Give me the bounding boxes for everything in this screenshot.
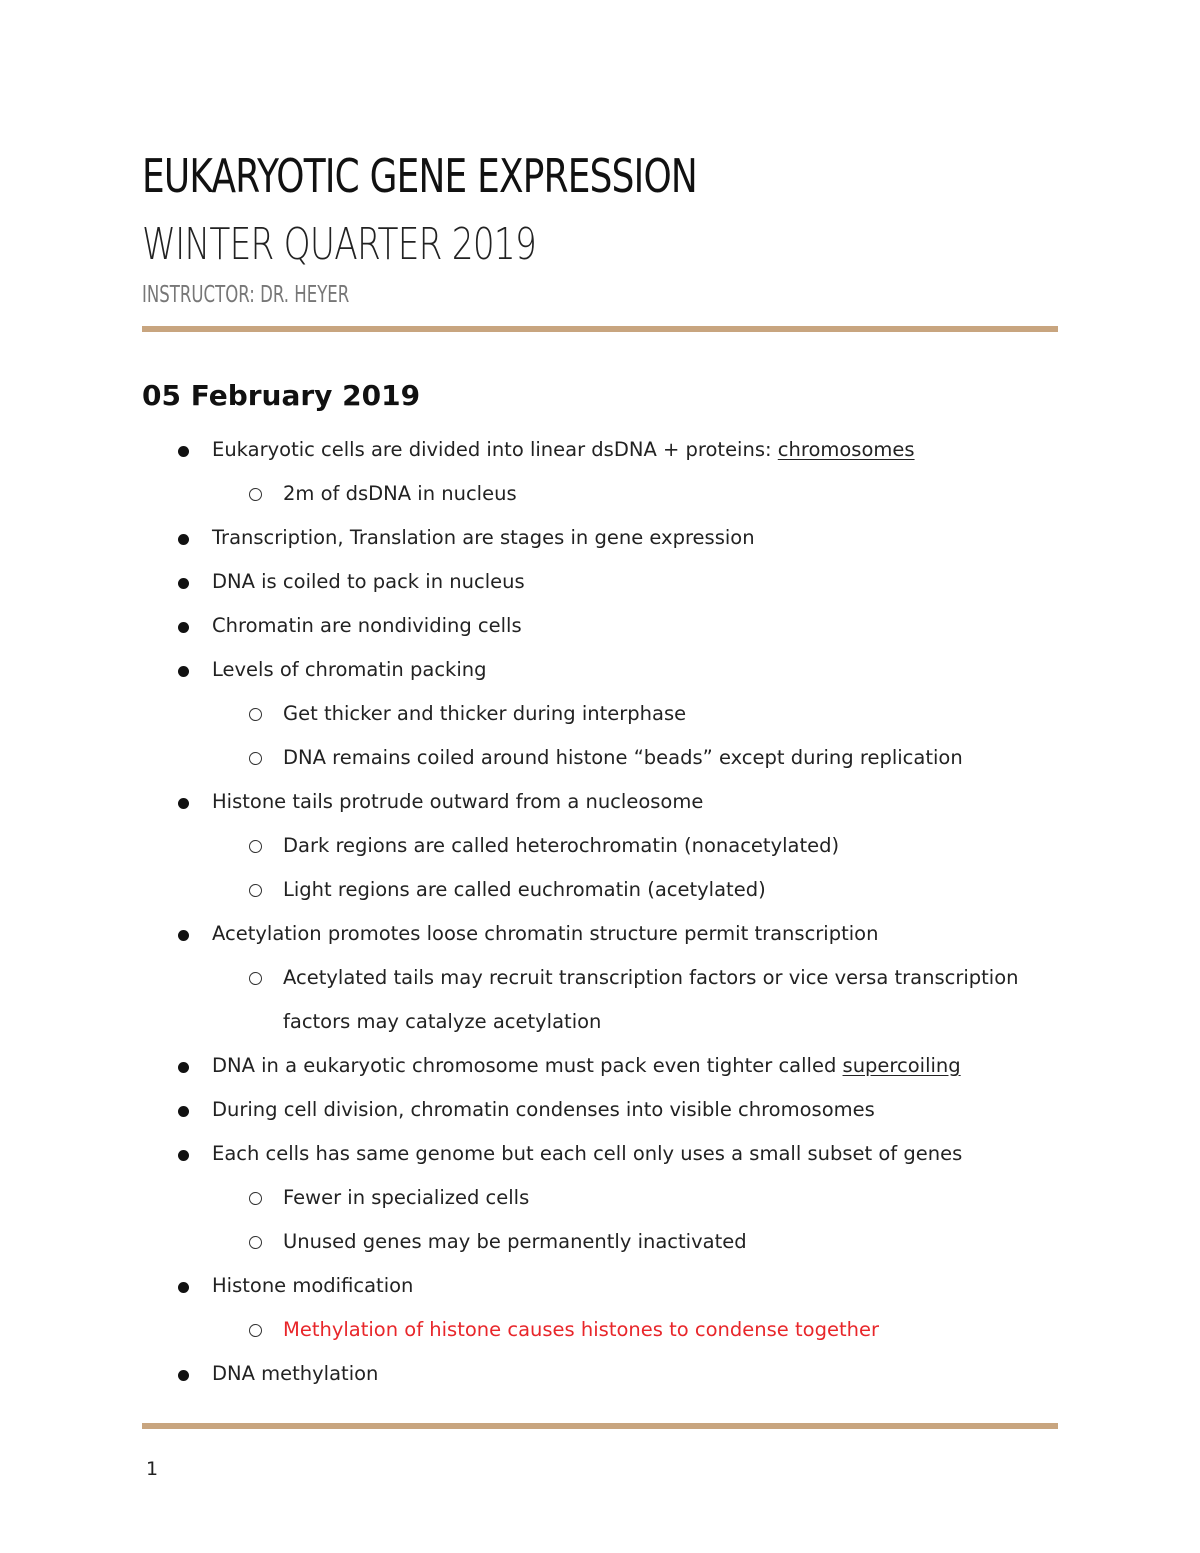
hollow-bullet-icon bbox=[249, 752, 262, 765]
list-item-text: DNA in a eukaryotic chromosome must pack even tighter called bbox=[212, 1054, 843, 1077]
list-item bbox=[0, 1352, 1200, 1396]
list-item-text: Unused genes may be permanently inactivated bbox=[283, 1230, 747, 1253]
document-subtitle: WINTER QUARTER 2019 bbox=[142, 219, 537, 270]
filled-bullet-icon bbox=[178, 1282, 189, 1293]
filled-bullet-icon bbox=[178, 1370, 189, 1381]
list-item-text: Methylation of histone causes histones to condense together bbox=[283, 1318, 879, 1341]
list-item-text: Fewer in specialized cells bbox=[283, 1186, 530, 1209]
list-item bbox=[0, 1044, 1200, 1088]
list-item bbox=[0, 648, 1200, 692]
sub-list-item bbox=[0, 824, 1200, 868]
list-item-text: DNA remains coiled around histone “beads” except during replication bbox=[283, 746, 963, 769]
hollow-bullet-icon bbox=[249, 488, 262, 501]
underlined-term: supercoiling bbox=[842, 1054, 961, 1077]
sub-list-item bbox=[0, 736, 1200, 780]
hollow-bullet-icon bbox=[249, 972, 262, 985]
list-item bbox=[0, 1132, 1200, 1176]
list-item-text: Chromatin are nondividing cells bbox=[212, 614, 522, 637]
sub-list-item bbox=[0, 472, 1200, 516]
list-item-text: Histone tails protrude outward from a nucleosome bbox=[212, 790, 704, 813]
filled-bullet-icon bbox=[178, 622, 189, 633]
sub-list-item bbox=[0, 868, 1200, 912]
list-item-text: Acetylated tails may recruit transcription factors or vice versa transcription factors may catalyze acetylation bbox=[283, 966, 1019, 1033]
list-item-text: Light regions are called euchromatin (acetylated) bbox=[283, 878, 766, 901]
sub-list-item bbox=[0, 956, 1043, 1044]
list-item bbox=[0, 428, 1200, 472]
filled-bullet-icon bbox=[178, 798, 189, 809]
hollow-bullet-icon bbox=[249, 1324, 262, 1337]
page-number: 1 bbox=[146, 1458, 159, 1480]
list-item bbox=[0, 560, 1200, 604]
list-item-text: Transcription, Translation are stages in gene expression bbox=[212, 526, 755, 549]
list-item-text: Histone modification bbox=[212, 1274, 414, 1297]
list-item-text: Eukaryotic cells are divided into linear dsDNA + proteins: bbox=[212, 438, 778, 461]
filled-bullet-icon bbox=[178, 1062, 189, 1073]
list-item bbox=[0, 516, 1200, 560]
list-item-text: Acetylation promotes loose chromatin structure permit transcription bbox=[212, 922, 879, 945]
hollow-bullet-icon bbox=[249, 1236, 262, 1249]
hollow-bullet-icon bbox=[249, 1192, 262, 1205]
hollow-bullet-icon bbox=[249, 840, 262, 853]
sub-list-item bbox=[0, 1220, 1200, 1264]
instructor-line: INSTRUCTOR: DR. HEYER bbox=[142, 282, 350, 308]
filled-bullet-icon bbox=[178, 666, 189, 677]
filled-bullet-icon bbox=[178, 930, 189, 941]
document-title: EUKARYOTIC GENE EXPRESSION bbox=[142, 149, 697, 203]
list-item-text: Get thicker and thicker during interphase bbox=[283, 702, 687, 725]
notes-list bbox=[0, 428, 1200, 1396]
list-item-text: DNA is coiled to pack in nucleus bbox=[212, 570, 525, 593]
underlined-term: chromosomes bbox=[777, 438, 915, 461]
sub-list-item bbox=[0, 1176, 1200, 1220]
sub-list-item bbox=[0, 692, 1200, 736]
sub-list-item-highlighted bbox=[0, 1308, 1200, 1352]
footer-divider bbox=[142, 1423, 1058, 1429]
list-item-text: Each cells has same genome but each cell only uses a small subset of genes bbox=[212, 1142, 963, 1165]
hollow-bullet-icon bbox=[249, 708, 262, 721]
filled-bullet-icon bbox=[178, 446, 189, 457]
list-item-text: Levels of chromatin packing bbox=[212, 658, 487, 681]
filled-bullet-icon bbox=[178, 1150, 189, 1161]
list-item bbox=[0, 604, 1200, 648]
list-item bbox=[0, 1088, 1200, 1132]
list-item-text: 2m of dsDNA in nucleus bbox=[283, 482, 517, 505]
section-date-heading: 05 February 2019 bbox=[142, 379, 421, 412]
filled-bullet-icon bbox=[178, 1106, 189, 1117]
filled-bullet-icon bbox=[178, 578, 189, 589]
list-item bbox=[0, 912, 1200, 956]
list-item-text: Dark regions are called heterochromatin (nonacetylated) bbox=[283, 834, 840, 857]
list-item-text: DNA methylation bbox=[212, 1362, 379, 1385]
list-item-text: During cell division, chromatin condenses into visible chromosomes bbox=[212, 1098, 875, 1121]
hollow-bullet-icon bbox=[249, 884, 262, 897]
list-item bbox=[0, 1264, 1200, 1308]
header-divider bbox=[142, 326, 1058, 332]
list-item bbox=[0, 780, 1200, 824]
filled-bullet-icon bbox=[178, 534, 189, 545]
